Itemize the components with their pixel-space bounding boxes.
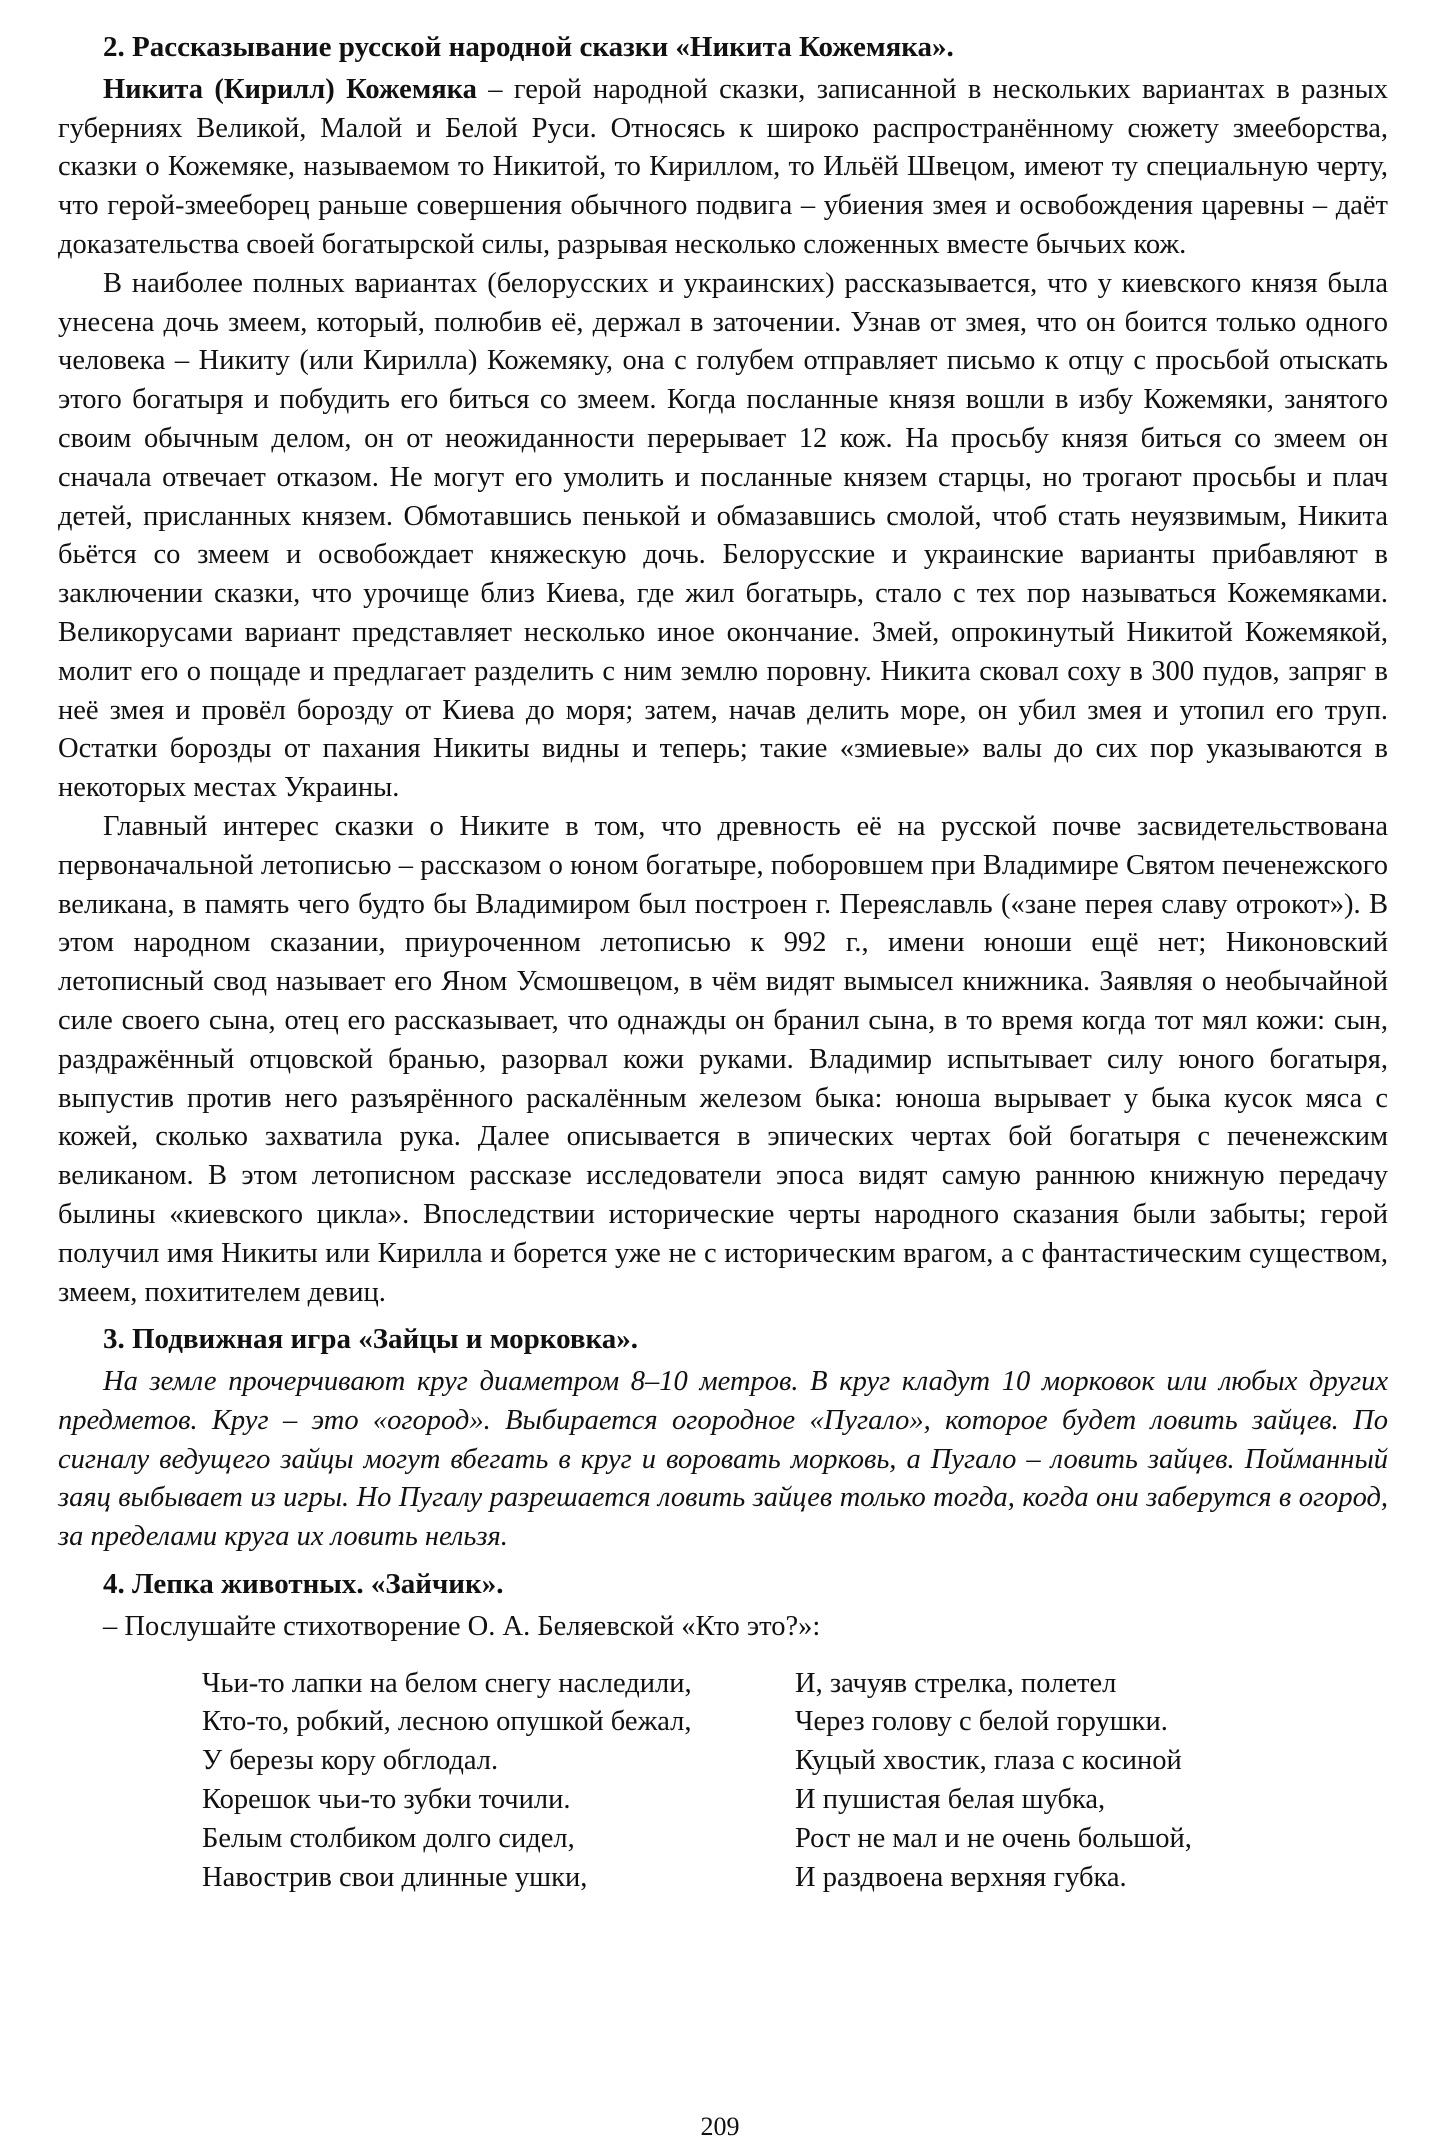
section-2-paragraph-1 bbox=[58, 71, 1388, 265]
section-4-heading: 4. Лепка животных. «Зайчик». bbox=[103, 1568, 504, 1601]
poem-line: Рост не мал и не очень большой, bbox=[795, 1822, 1192, 1854]
poem-intro: – Послушайте стихотворение О. А. Беляевской «Кто это?»: bbox=[103, 1610, 821, 1642]
section-3-game-description: На земле прочерчивают круг диаметром 8–10 метров. В круг кладут 10 морковок или любых других предметов. Круг – это «огород». Выбирается огородное «Пугало», которое будет ловить зайцев. По сигналу ведущего зайцы могут вбегать в круг и воровать морковь, а Пугало – ловить зайцев. Пойманный заяц выбывает из игры. Но Пугалу разрешается ловить зайцев только тогда, когда они заберутся в огород, за пределами круга их ловить нельзя. bbox=[58, 1366, 1388, 1553]
section-3-heading: 3. Подвижная игра «Зайцы и морковка». bbox=[103, 1323, 639, 1356]
poem-line: Корешок чьи-то зубки точили. bbox=[202, 1784, 571, 1816]
section-2-paragraph-2: В наиболее полных вариантах (белорусских и украинских) рассказывается, что у киевского князя была унесена дочь змеем, который, полюбив её, держал в заточении. Узнав от змея, что он боится только одного человека – Никиту (или Кирилла) Кожемяку, она с голубем отправляет письмо к отцу с просьбой отыскать этого богатыря и побудить его биться со змеем. Когда посланные князя вошли в избу Кожемяки, занятого своим обычным делом, он от неожиданности перерывает 12 кож. На просьбу князя биться со змеем он сначала отвечает отказом. Не могут его умолить и посланные князем старцы, но трогают просьбы и плач детей, присланных князем. Обмотавшись пенькой и обмазавшись смолой, чтоб стать неуязвимым, Никита бьётся со змеем и освобождает княжескую дочь. Белорусские и украинские варианты прибавляют в заключении сказки, что урочище близ Киева, где жил богатырь, стало с тех пор называться Кожемяками. Великорусами вариант представляет несколько иное окончание. Змей, опрокинутый Никитой Кожемякой, молит его о пощаде и предлагает разделить с ним землю поровну. Никита сковал соху в 300 пудов, запряг в неё змея и провёл борозду от Киева до моря; затем, начав делить море, он убил змея и утопил его труп. Остатки борозды от пахания Никиты видны и теперь; такие «змиевые» валы до сих пор указываются в некоторых местах Украины. bbox=[58, 267, 1388, 804]
poem-line: И, зачуяв стрелка, полетел bbox=[795, 1667, 1117, 1699]
section-2-paragraph-3: Главный интерес сказки о Никите в том, что древность её на русской почве засвидетельствована первоначальной летописью – рассказом о юном богатыре, поборовшем при Владимире Святом печенежского великана, в память чего будто бы Владимиром был построен г. Переяславль («зане перея славу отрокот»). В этом народном сказании, приуроченном летописью к 992 г., имени юноши ещё нет; Никоновский летописный свод называет его Яном Усмошвецом, в чём видят вымысел книжника. Заявляя о необычайной силе своего сына, отец его рассказывает, что однажды он бранил сына, в то время когда тот мял кожи: сын, раздражённый отцовской бранью, разорвал кожи руками. Владимир испытывает силу юного богатыря, выпустив против него разъярённого раскалённым железом быка: юноша вырывает у быка кусок мяса с кожей, сколько захватила рука. Далее описывается в эпических чертах бой богатыря с печенежским великаном. В этом летописном рассказе исследователи эпоса видят самую раннюю книжную передачу былины «киевского цикла». Впоследствии исторические черты народного сказания были забыты; герой получил имя Никиты или Кирилла и борется уже не с историческим врагом, а с фантастическим существом, змеем, похитителем девиц. bbox=[58, 810, 1388, 1308]
poem-line: И пушистая белая шубка, bbox=[795, 1784, 1106, 1816]
poem-line: Навострив свои длинные ушки, bbox=[202, 1861, 588, 1893]
poem-line: Чьи-то лапки на белом снегу наследили, bbox=[202, 1667, 692, 1699]
section-2-heading: 2. Рассказывание русской народной сказки «Никита Кожемяка». bbox=[103, 31, 954, 63]
poem bbox=[202, 1665, 1388, 1898]
poem-line: Белым столбиком долго сидел, bbox=[202, 1822, 575, 1854]
poem-line: Кто-то, робкий, лесною опушкой бежал, bbox=[202, 1706, 692, 1738]
poem-right-column bbox=[795, 1665, 1388, 1898]
page-number: 209 bbox=[700, 2112, 740, 2141]
poem-line: Через голову с белой горушки. bbox=[795, 1706, 1168, 1738]
poem-line: У березы кору обглодал. bbox=[202, 1745, 499, 1777]
poem-line: Куцый хвостик, глаза с косиной bbox=[795, 1745, 1182, 1777]
hero-name: Никита (Кирилл) Кожемяка bbox=[103, 73, 477, 105]
poem-line: И раздвоена верхняя губка. bbox=[795, 1861, 1127, 1893]
paragraph-1-text: – герой народной сказки, записанной в нескольких вариантах в разных губерниях Великой, Малой и Белой Руси. Относясь к широко распространённому сюжету змееборства, сказки о Кожемяке, называемом то Никитой, то Кириллом, то Ильёй Швецом, имеют ту специальную черту, что герой-змееборец раньше совершения обычного подвига – убиения змея и освобождения царевны – даёт доказательства своей богатырской силы, разрывая несколько сложенных вместе бычьих кож. bbox=[58, 73, 1388, 260]
poem-left-column bbox=[202, 1665, 795, 1898]
